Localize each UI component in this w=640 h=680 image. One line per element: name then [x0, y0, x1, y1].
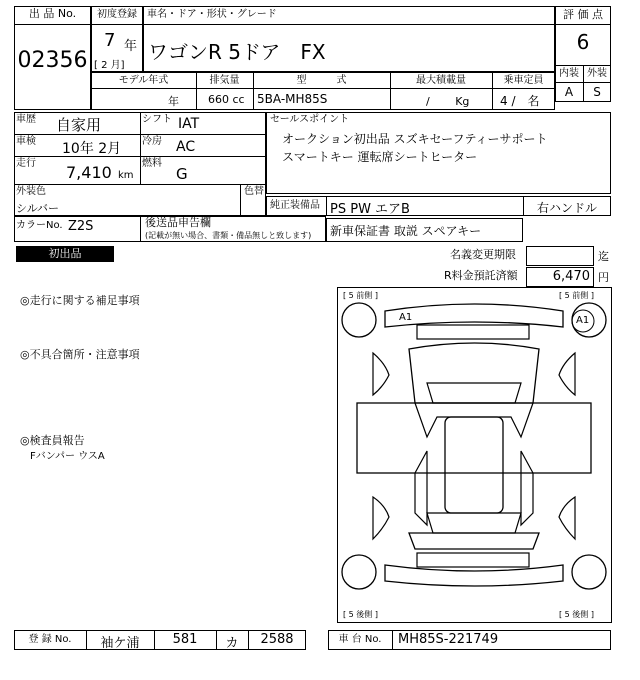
mileage-label: 走行 [16, 158, 36, 169]
car-name: ワゴンR 5ドア FX [148, 40, 326, 64]
name-change-label: 名義変更期限 [450, 248, 516, 261]
inspector-label: ◎検査員報告 [20, 434, 85, 447]
registration-area: 袖ケ浦 [100, 636, 140, 651]
shift-type: IAT [178, 116, 200, 132]
fuel-label: 燃料 [142, 158, 162, 169]
car-diagram [337, 287, 612, 623]
sales-points-line2: スマートキー 運転席シートヒーター [282, 150, 478, 164]
warranty-items: 新車保証書 取説 スペアキー [330, 224, 482, 238]
shift-label: シフト [142, 114, 172, 125]
evaluation-score: 6 [576, 30, 590, 54]
name-change-suffix: 迄 [598, 250, 609, 263]
tire-rear-left-label: [ 5 後側 ] [343, 610, 378, 619]
lot-number-label: 出 品 No. [28, 7, 77, 20]
model-year-unit: 年 [168, 95, 179, 108]
displacement-label: 排気量 [209, 75, 240, 86]
tire-front-right-label: [ 5 前側 ] [559, 291, 594, 300]
history-label: 車歴 [16, 114, 36, 125]
docs-label: 後送品申告欄 [145, 216, 211, 229]
exterior-grade: S [593, 85, 601, 99]
exterior-color: シルバー [16, 202, 59, 215]
first-listing-badge: 初出品 [16, 246, 114, 262]
tire-rear-right-label: [ 5 後側 ] [559, 610, 594, 619]
tire-front-left-label: [ 5 前側 ] [343, 291, 378, 300]
registration-number: 2588 [260, 632, 294, 647]
supplement-label: ◎走行に関する補足事項 [20, 294, 140, 307]
exterior-label: 外装 [587, 68, 607, 79]
score-label: 評 価 点 [563, 8, 603, 21]
seating-capacity: 4 / 名 [500, 94, 540, 108]
first-registration-label: 初度登録 [97, 9, 137, 20]
displacement: 660 cc [208, 93, 245, 106]
fuel-type: G [176, 165, 188, 183]
registration-kana: カ [225, 636, 239, 651]
capacity-label: 乗車定員 [503, 75, 544, 86]
equipment-items: PS PW エアB [330, 202, 410, 217]
chassis-label: 車 台 No. [338, 634, 382, 645]
lot-number: 02356 [17, 48, 88, 73]
mileage-unit: km [118, 170, 134, 181]
exterior-color-label: 外装色 [16, 186, 46, 197]
color-number: Z2S [68, 219, 94, 234]
model-year-label: モデル年式 [118, 75, 169, 86]
vehicle-history: 自家用 [56, 116, 102, 134]
first-registration-month: [ 2 月] [94, 60, 125, 71]
recycle-unit: 円 [598, 271, 609, 284]
interior-label: 内装 [559, 68, 579, 79]
type-label: 型 式 [296, 75, 347, 86]
inspector-report: Fバンパー ウスA [30, 451, 105, 462]
sales-points-label: セールスポイント [270, 114, 350, 125]
first-registration-year: 7 [104, 30, 116, 51]
registration-class: 581 [172, 632, 198, 647]
inspection-date: 10年 2月 [62, 141, 122, 157]
model-type: 5BA-MH85S [257, 92, 328, 106]
registration-label: 登 録 No. [28, 634, 72, 645]
max-load-label: 最大積載量 [416, 75, 466, 86]
interior-grade: A [564, 85, 574, 99]
sales-points-line1: オークション初出品 スズキセーフティーサポート [282, 132, 548, 146]
name-change-box [526, 246, 594, 266]
damage-mark-bumper: A1 [399, 312, 413, 323]
equipment-label: 純正装備品 [270, 200, 320, 211]
recycle-value: 6,470 [552, 269, 590, 284]
defects-label: ◎不具合箇所・注意事項 [20, 348, 140, 361]
docs-note: (記載が無い場合、書類・備品無しと致します) [145, 231, 312, 240]
recycle-label: R料金預託済額 [444, 269, 518, 282]
ac-label: 冷房 [142, 136, 162, 147]
air-conditioning: AC [176, 139, 196, 155]
chassis-number: MH85S-221749 [398, 632, 499, 647]
damage-mark-callout: A1 [576, 315, 590, 326]
year-unit: 年 [124, 39, 138, 54]
color-change-label: 色替 [244, 186, 264, 197]
color-no-label: カラーNo. [16, 220, 63, 231]
handle-position: 右ハンドル [536, 201, 597, 215]
car-name-label: 車名・ドア・形状・グレード [147, 9, 277, 20]
inspection-label: 車検 [16, 136, 36, 147]
max-load: / Kg [426, 95, 470, 108]
mileage: 7,410 [66, 163, 112, 182]
